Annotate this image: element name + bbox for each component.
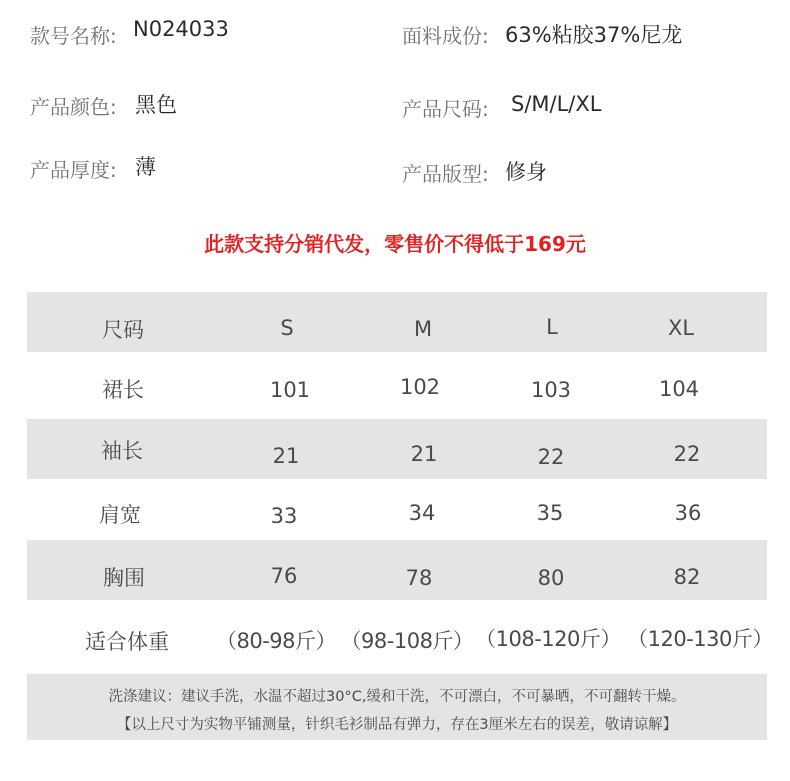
- fit-label: 产品版型:: [402, 162, 489, 186]
- care-notes: [27, 674, 767, 740]
- table-cell: 101: [269, 378, 311, 402]
- table-cell: 21: [410, 442, 438, 466]
- color-label: 产品颜色:: [30, 95, 117, 119]
- style-no-value: N024033: [133, 17, 229, 41]
- header-l: L: [546, 315, 558, 339]
- thickness-label: 产品厚度:: [30, 158, 117, 182]
- table-cell: 103: [530, 378, 572, 402]
- table-cell: 34: [408, 501, 436, 525]
- weight-value: （98-108斤）: [340, 629, 474, 653]
- weight-value: （80-98斤）: [215, 629, 337, 653]
- distribution-notice: 此款支持分销代发，零售价不得低于169元: [204, 232, 586, 256]
- table-cell: 82: [673, 565, 701, 589]
- measurement-disclaimer: 【以上尺寸为实物平铺测量，针织毛衫制品有弹力，存在3厘米左右的误差，敬请谅解】: [116, 717, 678, 733]
- size-label: 产品尺码:: [402, 97, 489, 121]
- fabric-label: 面料成份:: [402, 24, 489, 48]
- table-cell: 36: [674, 501, 702, 525]
- fabric-value: 63%粘胶37%尼龙: [505, 23, 683, 47]
- care-instructions: 洗涤建议：建议手洗，水温不超过30°C,缓和干洗，不可漂白，不可暴晒，不可翻转干燥。: [108, 689, 686, 705]
- weight-value: （108-120斤）: [475, 627, 621, 651]
- size-value: S/M/L/XL: [511, 92, 602, 116]
- style-no-label: 款号名称:: [30, 24, 117, 48]
- table-cell: 78: [405, 566, 433, 590]
- table-cell: 33: [270, 504, 298, 528]
- row-label-sleeve: 袖长: [101, 439, 143, 463]
- row-label-chest: 胸围: [103, 566, 145, 590]
- fit-value: 修身: [505, 160, 547, 184]
- table-cell: 76: [270, 564, 298, 588]
- weight-value: （120-130斤）: [627, 627, 773, 651]
- thickness-value: 薄: [135, 155, 156, 179]
- row-label-shoulder: 肩宽: [99, 503, 141, 527]
- header-s: S: [280, 316, 294, 340]
- table-cell: 22: [673, 442, 701, 466]
- table-cell: 104: [658, 377, 700, 401]
- table-cell: 102: [399, 375, 441, 399]
- table-cell: 80: [537, 566, 565, 590]
- table-cell: 22: [537, 445, 565, 469]
- weight-label: 适合体重: [85, 630, 169, 654]
- color-value: 黑色: [135, 93, 177, 117]
- header-m: M: [413, 317, 433, 341]
- row-label-length: 裙长: [102, 378, 144, 402]
- header-size: 尺码: [102, 318, 144, 342]
- table-cell: 21: [272, 444, 300, 468]
- table-cell: 35: [536, 501, 564, 525]
- header-xl: XL: [667, 316, 695, 340]
